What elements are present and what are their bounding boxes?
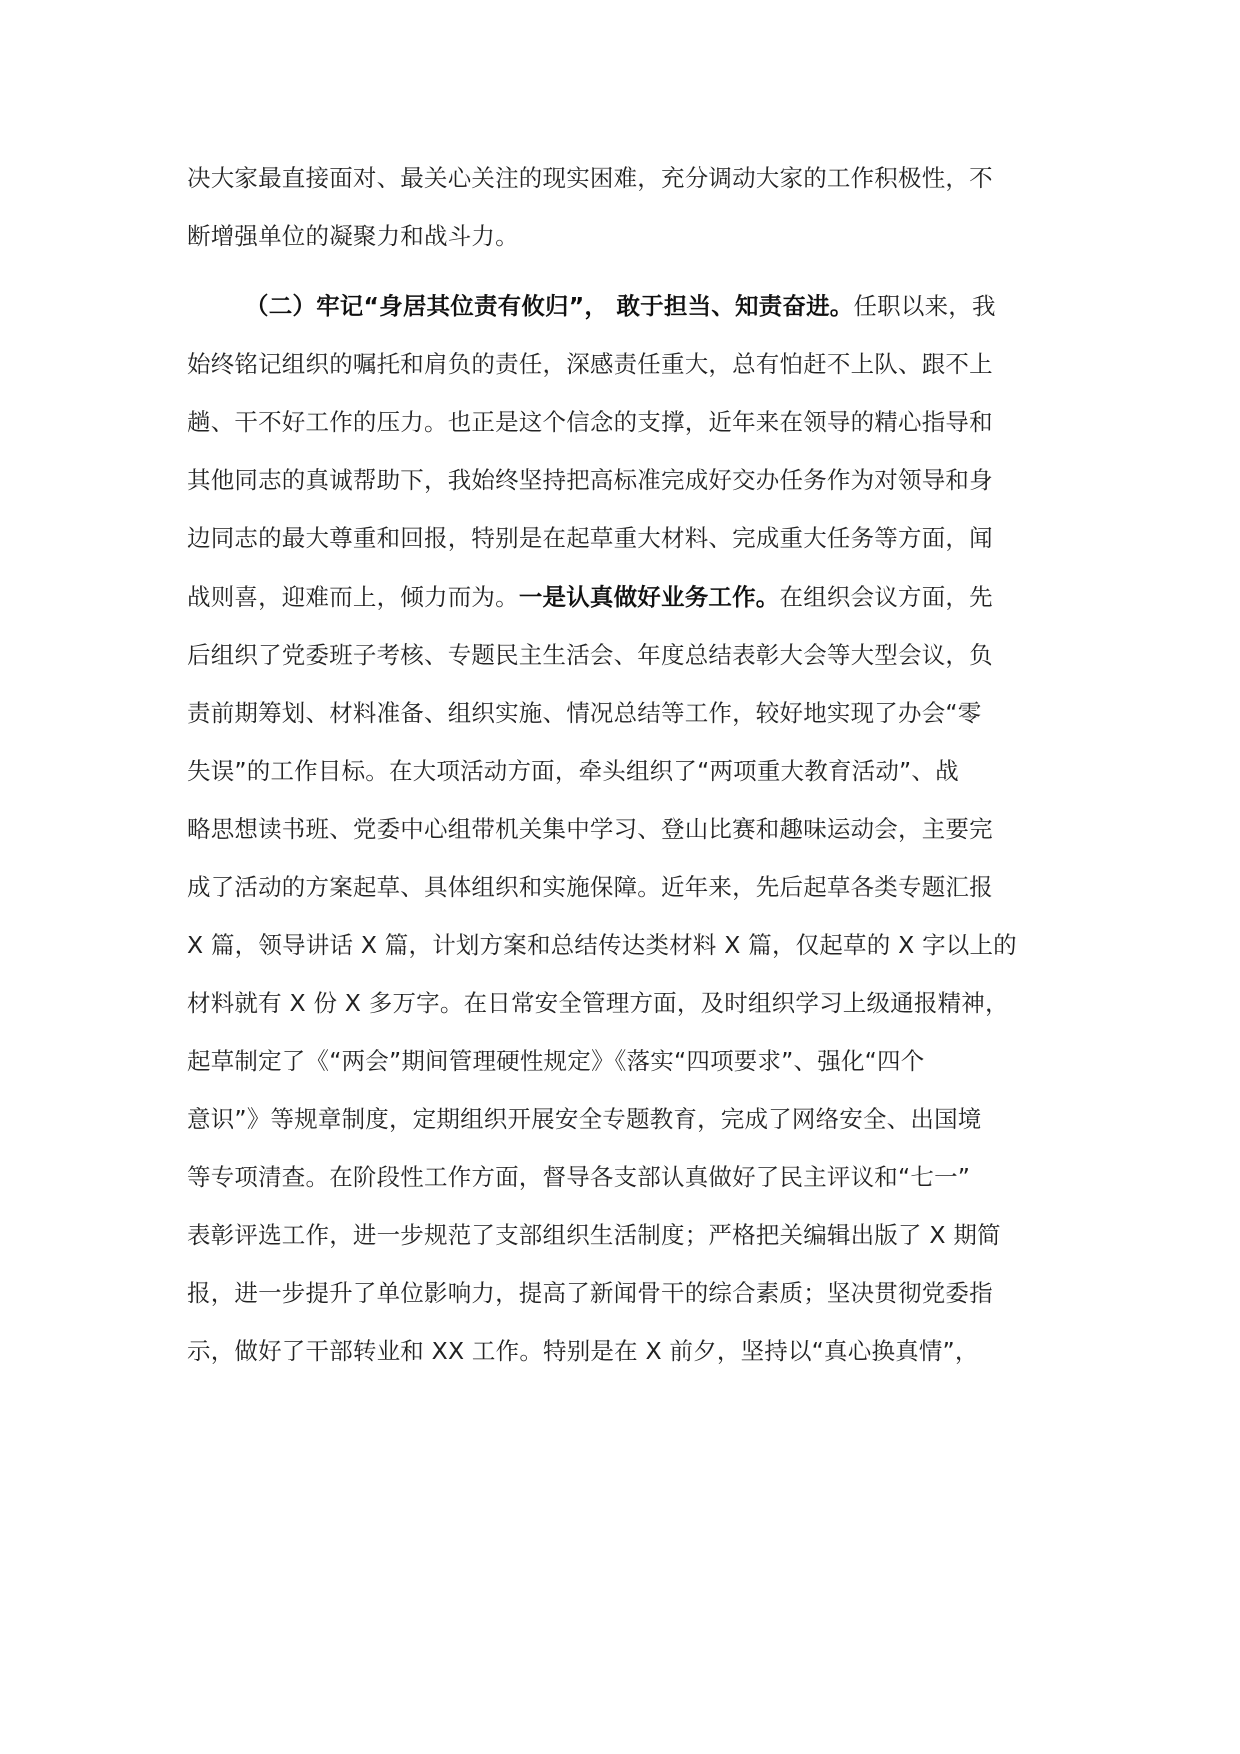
text-segment: 断增强单位的凝聚力和战斗力。 [187, 222, 519, 250]
text-segment: 材料就有 X 份 X 多万字。在日常安全管理方面，及时组织学习上级通报精神， [187, 989, 1009, 1017]
text-segment: 等专项清查。在阶段性工作方面，督导各支部认真做好了民主评议和“七一” [187, 1163, 971, 1191]
text-line [187, 577, 1057, 617]
text-line [187, 1215, 1057, 1255]
text-line [187, 983, 1057, 1023]
text-segment: 责前期筹划、材料准备、组织实施、情况总结等工作，较好地实现了办会“零 [187, 699, 982, 727]
text-line [187, 635, 1057, 675]
text-line [187, 518, 1057, 558]
section-heading: （二）牢记“身居其位责有攸归”， 敢于担当、知责奋进。 [245, 292, 854, 320]
text-segment: 趟、干不好工作的压力。也正是这个信念的支撑，近年来在领导的精心指导和 [187, 408, 993, 436]
text-line [187, 809, 1057, 849]
text-line [187, 1273, 1057, 1313]
text-line [187, 402, 1057, 442]
text-line [187, 460, 1057, 500]
text-segment: 其他同志的真诚帮助下，我始终坚持把高标准完成好交办任务作为对领导和身 [187, 466, 993, 494]
text-segment: 表彰评选工作，进一步规范了支部组织生活制度；严格把关编辑出版了 X 期简 [187, 1221, 1001, 1249]
text-segment: 边同志的最大尊重和回报，特别是在起草重大材料、完成重大任务等方面，闻 [187, 524, 993, 552]
text-line [187, 925, 1057, 965]
text-line [187, 158, 1057, 198]
text-segment: 成了活动的方案起草、具体组织和实施保障。近年来，先后起草各类专题汇报 [187, 873, 993, 901]
text-segment: 意识”》等规章制度，定期组织开展安全专题教育，完成了网络安全、出国境 [187, 1105, 982, 1133]
text-line [187, 216, 1057, 256]
text-segment: 在组织会议方面，先 [779, 583, 993, 611]
text-line [187, 1331, 1057, 1371]
text-segment: X 篇，领导讲话 X 篇，计划方案和总结传达类材料 X 篇，仅起草的 X 字以上的 [187, 931, 1017, 959]
text-line [187, 1099, 1057, 1139]
text-segment: 后组织了党委班子考核、专题民主生活会、年度总结表彰大会等大型会议，负 [187, 641, 993, 669]
text-segment: 起草制定了《“两会”期间管理硬性规定》《落实“四项要求”、强化“四个 [187, 1047, 925, 1075]
text-segment: 报，进一步提升了单位影响力，提高了新闻骨干的综合素质；坚决贯彻党委指 [187, 1279, 993, 1307]
text-segment: 略思想读书班、党委中心组带机关集中学习、登山比赛和趣味运动会，主要完 [187, 815, 993, 843]
text-segment: 始终铭记组织的嘱托和肩负的责任，深感责任重大，总有怕赶不上队、跟不上 [187, 350, 993, 378]
text-segment: 示，做好了干部转业和 XX 工作。特别是在 X 前夕，坚持以“真心换真情”， [187, 1337, 979, 1365]
text-segment: 失误”的工作目标。在大项活动方面，牵头组织了“两项重大教育活动”、战 [187, 757, 959, 785]
text-segment: 战则喜，迎难而上，倾力而为。 [187, 583, 519, 611]
text-segment: 决大家最直接面对、最关心关注的现实困难，充分调动大家的工作积极性，不 [187, 164, 993, 192]
text-line [187, 344, 1057, 384]
text-line [187, 867, 1057, 907]
section-heading-line [245, 286, 1057, 326]
text-segment: 任职以来，我 [853, 292, 996, 320]
text-line [187, 1157, 1057, 1197]
subheading-inline: 一是认真做好业务工作。 [518, 583, 780, 611]
text-line [187, 1041, 1057, 1081]
text-line [187, 693, 1057, 733]
text-line [187, 751, 1057, 791]
